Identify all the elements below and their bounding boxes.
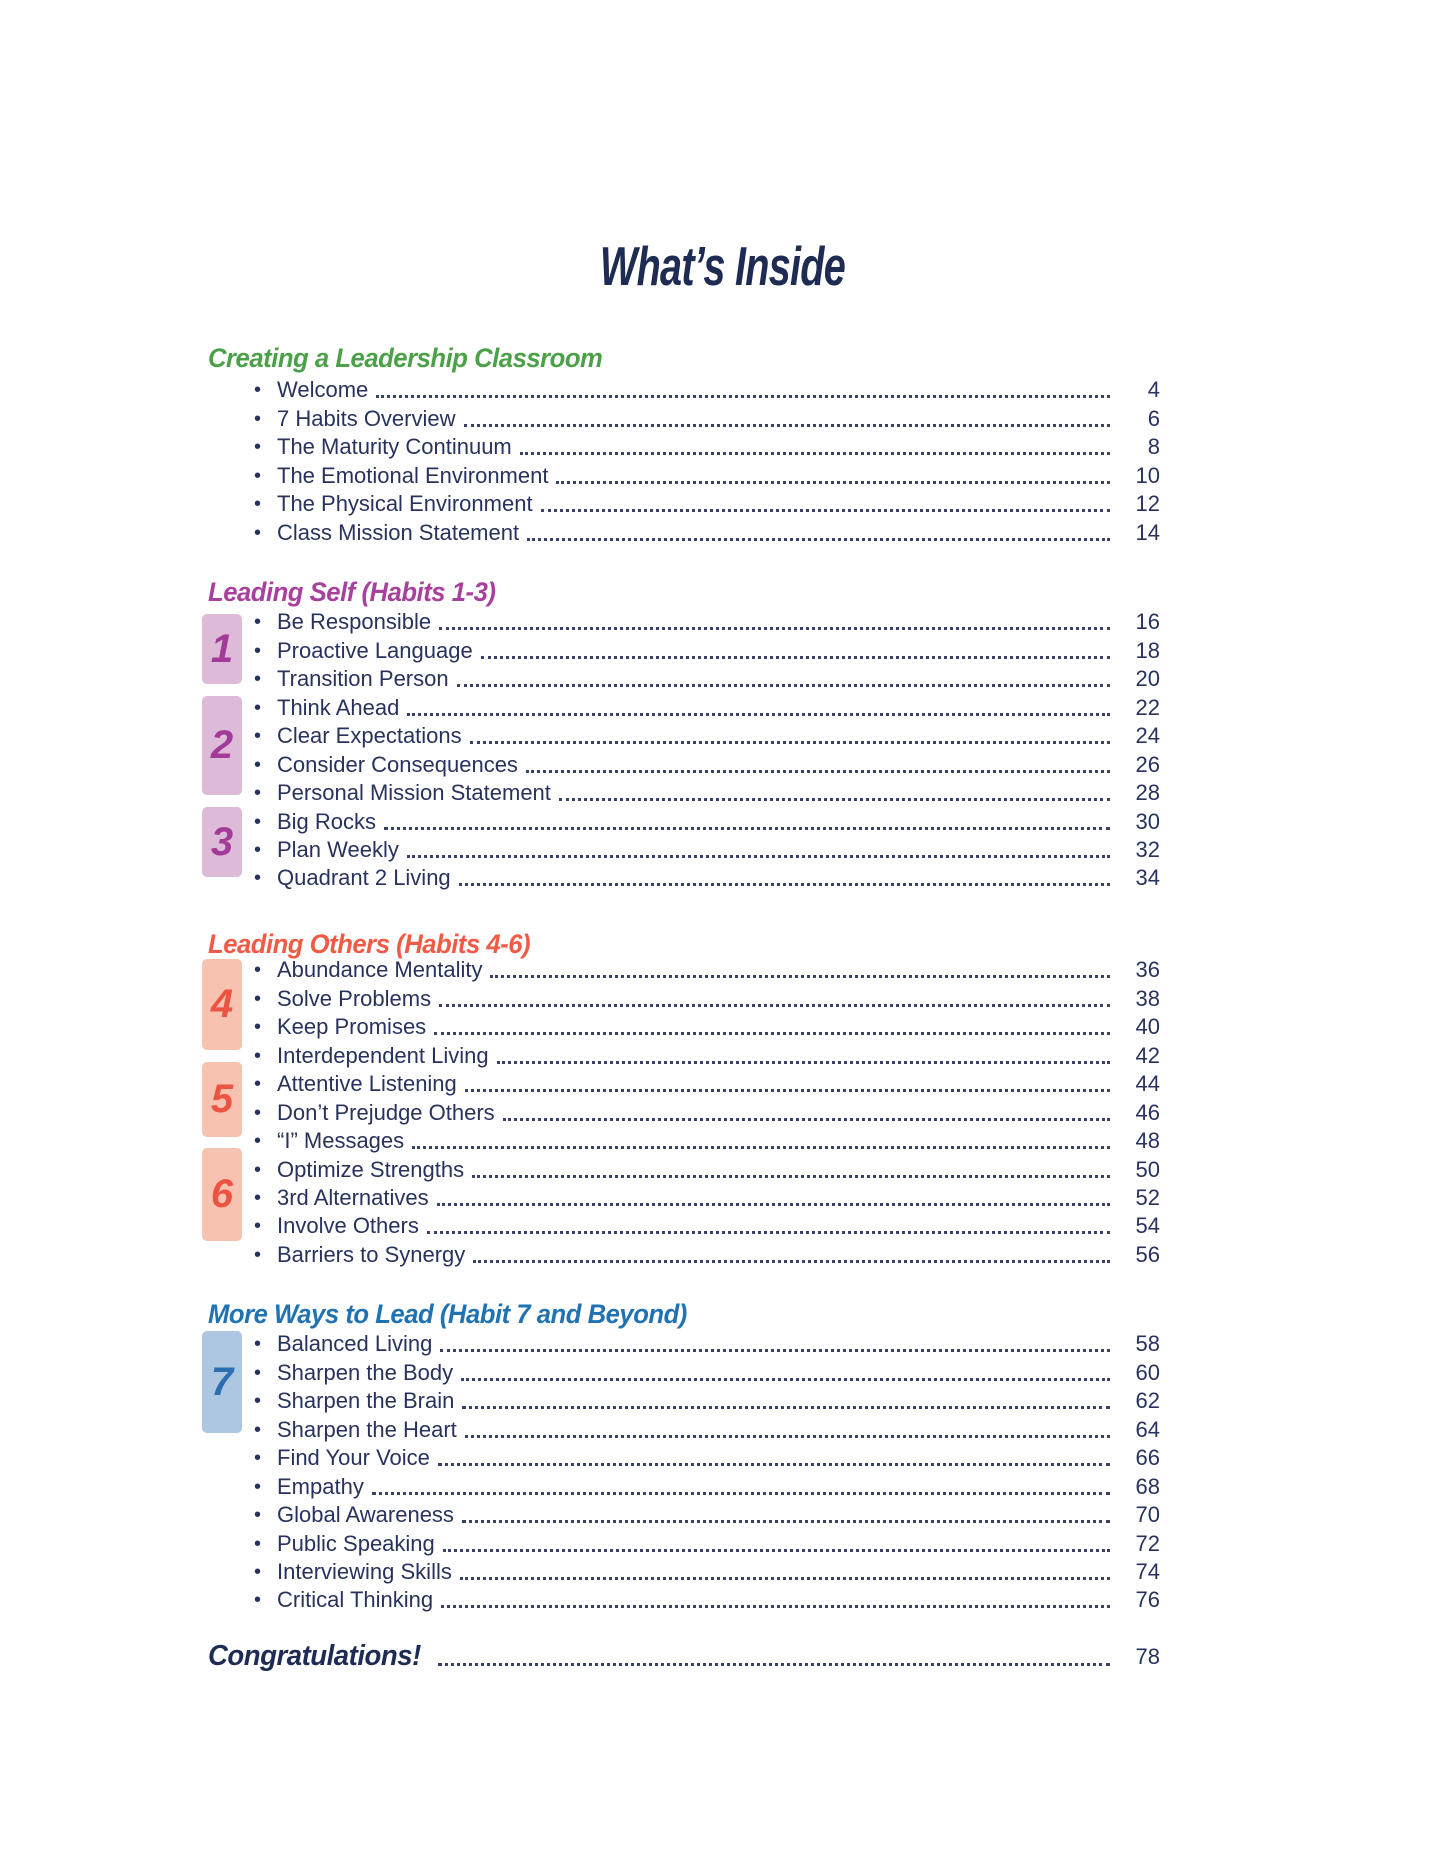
toc-entry-label: Sharpen the Body (277, 1359, 454, 1385)
toc-entry-page: 28 (1135, 780, 1160, 806)
toc-entry-label: The Maturity Continuum (277, 434, 512, 460)
toc-entry-page: 62 (1135, 1388, 1160, 1414)
dot-leader (465, 1089, 1110, 1092)
dot-leader (464, 424, 1110, 427)
dot-leader (434, 1032, 1110, 1035)
dot-leader (470, 741, 1110, 744)
habit-number: 2 (210, 723, 234, 767)
toc-entry-label: Empathy (277, 1473, 364, 1499)
toc-entry-label: Consider Consequences (277, 751, 518, 777)
dot-leader (490, 975, 1110, 978)
toc-entry-label: Welcome (277, 377, 369, 403)
congratulations-label: Congratulations! (208, 1640, 421, 1672)
habit-number-badge-1 (202, 614, 242, 684)
bullet-icon: • (254, 521, 262, 544)
dot-leader (407, 855, 1110, 858)
toc-entry[interactable] (208, 750, 1160, 778)
habit-number: 6 (210, 1172, 234, 1216)
toc-entry[interactable] (208, 693, 1160, 721)
bullet-icon: • (254, 1243, 262, 1266)
toc-entry-label: Personal Mission Statement (277, 780, 551, 806)
toc-entry-page: 22 (1135, 694, 1160, 720)
toc-entry-page: 24 (1135, 723, 1160, 749)
toc-rows (208, 376, 1160, 547)
section-title: Leading Self (Habits 1-3) (208, 577, 496, 607)
toc-entry[interactable] (208, 1330, 1160, 1358)
toc-entry[interactable] (208, 779, 1160, 807)
toc-entry-label: Class Mission Statement (277, 519, 520, 545)
bullet-icon: • (254, 782, 262, 805)
dot-leader (427, 1231, 1110, 1234)
dot-leader (439, 1004, 1110, 1007)
dot-leader (407, 713, 1110, 716)
toc-entry-label: Balanced Living (277, 1331, 433, 1357)
bullet-icon: • (254, 867, 262, 890)
toc-entry-label: Clear Expectations (277, 723, 462, 749)
toc-entry[interactable] (208, 1501, 1160, 1529)
toc-entry-page: 58 (1135, 1331, 1160, 1357)
toc-entry-page: 56 (1135, 1241, 1160, 1267)
bullet-icon: • (254, 838, 262, 861)
bullet-icon: • (254, 1560, 262, 1583)
toc-entry-page: 32 (1135, 836, 1160, 862)
dot-leader (412, 1146, 1110, 1149)
toc-entry[interactable] (208, 461, 1160, 489)
toc-section-3 (208, 929, 1160, 1267)
bullet-icon: • (254, 725, 262, 748)
bullet-icon: • (254, 1589, 262, 1612)
habit-number-badge-2 (202, 696, 242, 795)
toc-entry-page: 14 (1135, 519, 1160, 545)
section-title: Leading Others (Habits 4-6) (208, 929, 531, 959)
toc-entry-page: 68 (1135, 1473, 1160, 1499)
bullet-icon: • (254, 1475, 262, 1498)
toc-entry-page: 20 (1135, 666, 1160, 692)
toc-entry[interactable] (208, 836, 1160, 864)
toc-entry-label: Sharpen the Heart (277, 1416, 457, 1442)
bullet-icon: • (254, 987, 262, 1010)
dot-leader (459, 883, 1110, 886)
bullet-icon: • (254, 810, 262, 833)
toc-entry[interactable] (208, 1529, 1160, 1557)
toc-entry-page: 64 (1135, 1416, 1160, 1442)
dot-leader (372, 1492, 1110, 1495)
toc-entry-page: 48 (1135, 1128, 1160, 1154)
toc-entry[interactable] (208, 1387, 1160, 1415)
toc-entry[interactable] (208, 984, 1160, 1012)
toc-entry-page: 66 (1135, 1445, 1160, 1471)
toc-entry-page: 42 (1135, 1042, 1160, 1068)
bullet-icon: • (254, 1504, 262, 1527)
bullet-icon: • (254, 379, 262, 402)
bullet-icon: • (254, 639, 262, 662)
habit-number: 5 (210, 1077, 234, 1121)
toc-entry-page: 40 (1135, 1014, 1160, 1040)
dot-leader (376, 395, 1110, 398)
dot-leader (441, 1605, 1110, 1608)
bullet-icon: • (254, 1447, 262, 1470)
habit-number: 1 (210, 627, 234, 671)
toc-entry-label: Don’t Prejudge Others (277, 1099, 495, 1125)
bullet-icon: • (254, 1186, 262, 1209)
bullet-icon: • (254, 611, 262, 634)
toc-entry[interactable] (208, 1098, 1160, 1126)
toc-entry[interactable] (208, 956, 1160, 984)
dot-leader (437, 1203, 1110, 1206)
toc-entry-page: 38 (1135, 985, 1160, 1011)
dot-leader (438, 1663, 1110, 1666)
toc-entry[interactable] (208, 864, 1160, 892)
toc-entry-label: Quadrant 2 Living (277, 865, 451, 891)
dot-leader (439, 627, 1110, 630)
dot-leader (462, 1520, 1110, 1523)
dot-leader (462, 1406, 1110, 1409)
toc-entry-label: “I” Messages (277, 1128, 405, 1154)
habit-number: 3 (210, 820, 234, 864)
toc-entry-label: Public Speaking (277, 1530, 435, 1556)
toc-entry[interactable] (208, 1212, 1160, 1240)
habit-number: 7 (210, 1360, 234, 1404)
toc-entry[interactable] (208, 1444, 1160, 1472)
toc-entry[interactable] (208, 490, 1160, 518)
bullet-icon: • (254, 464, 262, 487)
toc-entry[interactable] (208, 404, 1160, 432)
toc-entry-label: Transition Person (277, 666, 449, 692)
toc-entry-label: 3rd Alternatives (277, 1184, 429, 1210)
toc-entry[interactable] (208, 1586, 1160, 1614)
toc-entry[interactable] (208, 1240, 1160, 1268)
toc-entry-page: 16 (1135, 609, 1160, 635)
toc-entry-page: 46 (1135, 1099, 1160, 1125)
toc-entry-label: The Physical Environment (277, 491, 533, 517)
toc-entry[interactable] (208, 1558, 1160, 1586)
toc-entry[interactable] (208, 1041, 1160, 1069)
bullet-icon: • (254, 1333, 262, 1356)
dot-leader (443, 1549, 1110, 1552)
dot-leader (527, 538, 1110, 541)
dot-leader (520, 452, 1110, 455)
habit-number-badge-3 (202, 807, 242, 877)
toc-entry[interactable] (208, 1358, 1160, 1386)
bullet-icon: • (254, 1073, 262, 1096)
toc-entry-page: 18 (1135, 637, 1160, 663)
toc-entry-label: Critical Thinking (277, 1587, 434, 1613)
toc-entry-page: 60 (1135, 1359, 1160, 1385)
toc-entry-label: Keep Promises (277, 1014, 427, 1040)
bullet-icon: • (254, 1215, 262, 1238)
bullet-icon: • (254, 493, 262, 516)
bullet-icon: • (254, 1418, 262, 1441)
toc-rows (208, 956, 1160, 1269)
toc-entry-page: 36 (1135, 957, 1160, 983)
toc-entry-page: 30 (1135, 808, 1160, 834)
bullet-icon: • (254, 1361, 262, 1384)
toc-entry-page: 26 (1135, 751, 1160, 777)
bullet-icon: • (254, 436, 262, 459)
toc-rows (208, 608, 1160, 892)
dot-leader (481, 656, 1110, 659)
toc-entry-page: 4 (1147, 377, 1160, 403)
dot-leader (559, 798, 1110, 801)
toc-entry-label: Optimize Strengths (277, 1156, 465, 1182)
toc-section-1 (208, 343, 1160, 545)
toc-entry-label: Attentive Listening (277, 1071, 457, 1097)
toc-entry-label: Proactive Language (277, 637, 473, 663)
bullet-icon: • (254, 1101, 262, 1124)
toc-entry-congratulations[interactable] (208, 1638, 1160, 1672)
section-title: Creating a Leadership Classroom (208, 343, 603, 373)
toc-entry-page: 70 (1135, 1502, 1160, 1528)
dot-leader (473, 1260, 1110, 1263)
dot-leader (556, 481, 1110, 484)
dot-leader (526, 770, 1110, 773)
toc-entry[interactable] (208, 1155, 1160, 1183)
bullet-icon: • (254, 1532, 262, 1555)
toc-entry[interactable] (208, 1127, 1160, 1155)
bullet-icon: • (254, 959, 262, 982)
toc-entry-page: 44 (1135, 1071, 1160, 1097)
toc-entry[interactable] (208, 807, 1160, 835)
toc-entry-page: 54 (1135, 1213, 1160, 1239)
bullet-icon: • (254, 753, 262, 776)
dot-leader (461, 1378, 1110, 1381)
bullet-icon: • (254, 1390, 262, 1413)
bullet-icon: • (254, 1016, 262, 1039)
toc-entry[interactable] (208, 1415, 1160, 1443)
toc-entry[interactable] (208, 1013, 1160, 1041)
toc-entry-label: Barriers to Synergy (277, 1241, 466, 1267)
habit-number-badge-5 (202, 1062, 242, 1137)
toc-entry-page: 72 (1135, 1530, 1160, 1556)
toc-entry-label: Plan Weekly (277, 836, 399, 862)
toc-entry-label: Find Your Voice (277, 1445, 430, 1471)
habit-number-badge-6 (202, 1148, 242, 1241)
toc-entry[interactable] (208, 665, 1160, 693)
dot-leader (438, 1463, 1110, 1466)
dot-leader (440, 1349, 1110, 1352)
habit-number: 4 (210, 982, 234, 1026)
bullet-icon: • (254, 407, 262, 430)
toc-entry-label: Interviewing Skills (277, 1558, 452, 1584)
dot-leader (465, 1435, 1110, 1438)
toc-section-4 (208, 1299, 1160, 1613)
toc-entry-label: The Emotional Environment (277, 462, 549, 488)
habit-number-badge-7 (202, 1331, 242, 1433)
toc-entry[interactable] (208, 1184, 1160, 1212)
toc-entry-label: Sharpen the Brain (277, 1388, 455, 1414)
toc-entry-page: 8 (1147, 434, 1160, 460)
bullet-icon: • (254, 668, 262, 691)
toc-entry-page: 6 (1147, 405, 1160, 431)
toc-section-2 (208, 577, 1160, 891)
bullet-icon: • (254, 1158, 262, 1181)
toc-entry[interactable] (208, 518, 1160, 546)
dot-leader (457, 684, 1110, 687)
toc-entry[interactable] (208, 636, 1160, 664)
habit-number-badge-4 (202, 959, 242, 1050)
toc-entry[interactable] (208, 433, 1160, 461)
toc-entry[interactable] (208, 376, 1160, 404)
dot-leader (472, 1175, 1110, 1178)
toc-entry-label: Solve Problems (277, 985, 432, 1011)
toc-entry-page: 76 (1135, 1587, 1160, 1613)
toc-entry-page: 12 (1135, 491, 1160, 517)
toc-entry-page: 78 (1135, 1644, 1160, 1669)
section-title: More Ways to Lead (Habit 7 and Beyond) (208, 1299, 687, 1329)
toc-entry[interactable] (208, 1070, 1160, 1098)
dot-leader (541, 509, 1110, 512)
dot-leader (384, 827, 1110, 830)
toc-entry-page: 52 (1135, 1184, 1160, 1210)
toc-rows (208, 1330, 1160, 1614)
toc-entry[interactable] (208, 1472, 1160, 1500)
bullet-icon: • (254, 1130, 262, 1153)
toc-entry-label: Think Ahead (277, 694, 400, 720)
toc-entry-label: 7 Habits Overview (277, 405, 456, 431)
bullet-icon: • (254, 696, 262, 719)
toc-entry-label: Abundance Mentality (277, 957, 483, 983)
toc-entry-page: 34 (1135, 865, 1160, 891)
toc-entry-page: 50 (1135, 1156, 1160, 1182)
toc-entry-label: Interdependent Living (277, 1042, 489, 1068)
dot-leader (503, 1118, 1110, 1121)
toc-entry-label: Big Rocks (277, 808, 377, 834)
dot-leader (497, 1061, 1110, 1064)
toc-entry-page: 10 (1135, 462, 1160, 488)
toc-entry-label: Global Awareness (277, 1502, 454, 1528)
toc-entry-label: Involve Others (277, 1213, 419, 1239)
toc-entry-label: Be Responsible (277, 609, 432, 635)
page-title: What’s Inside (599, 235, 846, 297)
toc-entry-page: 74 (1135, 1558, 1160, 1584)
bullet-icon: • (254, 1044, 262, 1067)
toc-entry[interactable] (208, 608, 1160, 636)
toc-entry[interactable] (208, 722, 1160, 750)
dot-leader (460, 1577, 1110, 1580)
